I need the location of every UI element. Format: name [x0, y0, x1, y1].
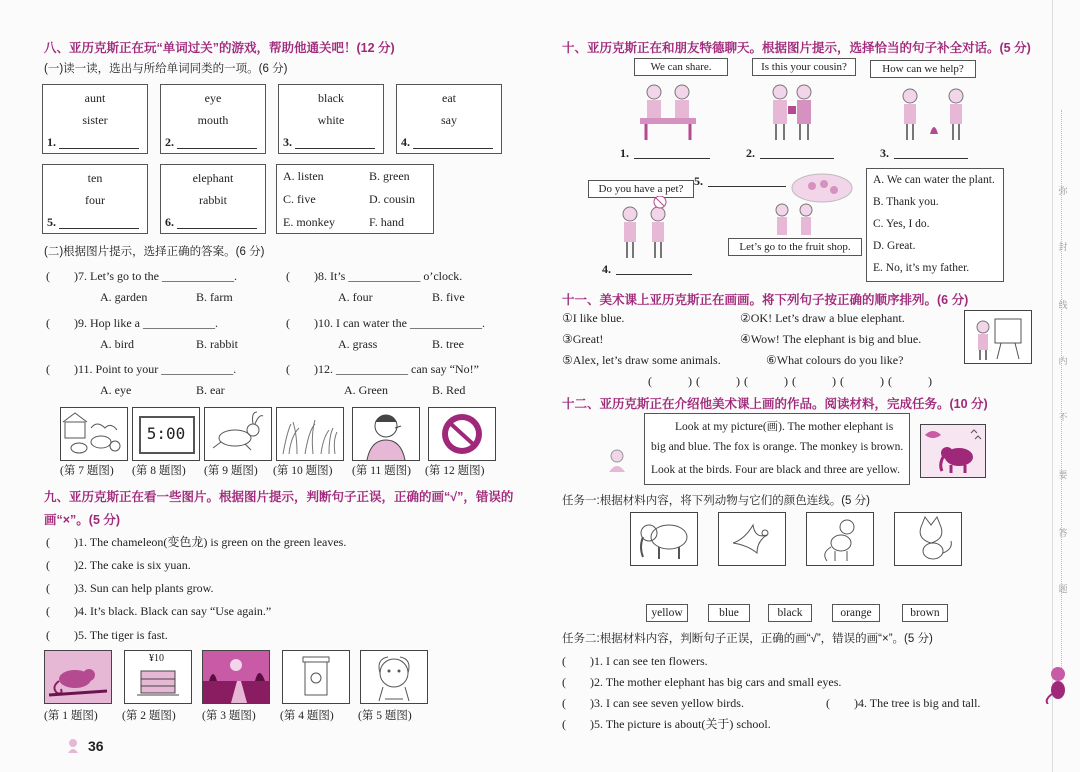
answer-number: 6. [165, 215, 174, 229]
scene-4-picture [610, 196, 690, 260]
task2-item-2: ( )2. The mother elephant has big cars and small eyes. [562, 675, 842, 689]
section9-title-line1: 九、亚历克斯正在看一些图片。根据图片提示，判断句子正误，正确的画“√”，错误的 [44, 490, 514, 504]
answer-number: 3. [880, 146, 889, 160]
option: C. Yes, I do. [873, 218, 930, 230]
word: say [441, 113, 457, 127]
option: C. five [283, 192, 316, 206]
answer-slot-4[interactable] [602, 262, 692, 277]
scene-3-picture [894, 84, 970, 142]
caption-q11: (第 11 题图) [352, 465, 411, 477]
bubble-4: Do you have a pet? [588, 180, 694, 198]
caption-q9: (第 9 题图) [204, 465, 258, 477]
answer-line[interactable] [177, 228, 257, 229]
q9-option-a: A. bird [100, 337, 134, 351]
sentence-6: ⑥What colours do you like? [766, 353, 904, 367]
sentence-4: ④Wow! The elephant is big and blue. [740, 332, 922, 346]
answer-number: 4. [401, 135, 410, 149]
answer-slot-2[interactable] [746, 146, 834, 161]
color-black[interactable]: black [768, 604, 812, 622]
section8-part1-title: (一)读一读，选出与所给单词同类的一项。(6 分) [44, 63, 288, 75]
reading-line: Look at my picture(画). The mother elephant is [675, 421, 894, 433]
boy-picture [352, 407, 420, 461]
caption-s9-2: (第 2 题图) [122, 710, 176, 722]
margin-char: 线 [1058, 300, 1068, 310]
rabbit-picture [204, 407, 272, 461]
elephant-painting-picture [920, 424, 986, 478]
margin-char: 题 [1058, 584, 1068, 594]
option: D. cousin [369, 192, 415, 206]
reading-line: big and blue. The fox is orange. The monkey is brown. [651, 441, 904, 453]
section11-title: 十一、美术课上亚历克斯正在画画。将下列句子按正确的顺序排列。(6 分) [562, 293, 969, 307]
answer-line[interactable] [295, 148, 375, 149]
word-box-4 [396, 84, 502, 154]
answer-number: 5. [47, 215, 56, 229]
cake-picture [124, 650, 192, 704]
sentence-2: ②OK! Let’s draw a blue elephant. [740, 311, 905, 325]
page-edge [1052, 0, 1053, 772]
color-blue[interactable]: blue [708, 604, 750, 622]
s9-item-5: ( )5. The tiger is fast. [46, 628, 168, 642]
q8-option-a: A. four [338, 290, 373, 304]
option: D. Great. [873, 240, 916, 252]
bubble-1: We can share. [634, 58, 728, 76]
word: four [85, 193, 105, 207]
options-box [276, 164, 434, 234]
q11-option-a: A. eye [100, 383, 132, 397]
elephant-picture [630, 512, 698, 566]
clock-picture [132, 407, 200, 461]
margin-char: 不 [1058, 412, 1068, 422]
word: mouth [197, 113, 229, 127]
option: E. monkey [283, 215, 335, 229]
option: F. hand [369, 215, 405, 229]
answer-number: 5. [694, 174, 703, 188]
recycle-bin-picture [282, 650, 350, 704]
monkey-picture [806, 512, 874, 566]
fox-picture [894, 512, 962, 566]
s9-item-1: ( )1. The chameleon(变色龙) is green on the green leaves. [46, 535, 347, 549]
bubble-3: How can we help? [870, 60, 976, 78]
no-sign-picture [428, 407, 496, 461]
alex-icon [606, 448, 628, 472]
bird-picture [718, 512, 786, 566]
word: eye [204, 91, 222, 105]
word-box-2 [160, 84, 266, 154]
section8-part2-title: (二)根据图片提示，选择正确的答案。(6 分) [44, 246, 265, 258]
bubble-2: Is this your cousin? [752, 58, 856, 76]
word-box-6 [160, 164, 266, 234]
option: B. green [369, 169, 410, 183]
order-answer-blanks[interactable]: ( )( )( )( )( )( ) [648, 374, 936, 388]
q7-option-a: A. garden [100, 290, 148, 304]
q8-option-b: B. five [432, 290, 465, 304]
scene-1-picture [632, 80, 704, 142]
task2-item-3: ( )3. I can see seven yellow birds. [562, 696, 744, 710]
answer-number: 3. [283, 135, 292, 149]
section9-title-line2: 画“×”。(5 分) [44, 513, 121, 527]
tiger-picture [360, 650, 428, 704]
s9-item-2: ( )2. The cake is six yuan. [46, 558, 191, 572]
q10-option-b: B. tree [432, 337, 464, 351]
answer-number: 2. [746, 146, 755, 160]
margin-char: 要 [1058, 470, 1068, 480]
caption-q12: (第 12 题图) [425, 465, 485, 477]
option: B. Thank you. [873, 196, 939, 208]
word-box-3 [278, 84, 384, 154]
word: rabbit [199, 193, 227, 207]
word: sister [82, 113, 108, 127]
scene-5-picture [762, 172, 858, 238]
dialog-options-box [866, 168, 1004, 282]
painting-boy-picture [964, 310, 1032, 364]
answer-line[interactable] [413, 148, 493, 149]
q11-option-b: B. ear [196, 383, 225, 397]
farm-picture [60, 407, 128, 461]
question-7: ( )7. Let’s go to the ____________. [46, 269, 237, 283]
answer-slot-1[interactable] [620, 146, 710, 161]
grass-picture [276, 407, 344, 461]
option: A. We can water the plant. [873, 174, 995, 186]
reading-passage [644, 413, 910, 485]
clock-time: 5:00 [146, 424, 186, 443]
chameleon-picture [44, 650, 112, 704]
answer-number: 2. [165, 135, 174, 149]
task2-title: 任务二:根据材料内容，判断句子正误，正确的画“√”，错误的画“×”。(5 分) [562, 633, 933, 645]
answer-slot-3[interactable] [880, 146, 968, 161]
answer-number: 1. [47, 135, 56, 149]
answer-number: 1. [620, 146, 629, 160]
question-12: ( )12. ____________ can say “No!” [286, 362, 479, 376]
sentence-3: ③Great! [562, 332, 604, 346]
bubble-5: Let’s go to the fruit shop. [728, 238, 862, 256]
q7-option-b: B. farm [196, 290, 233, 304]
q12-option-b: B. Red [432, 383, 466, 397]
question-11: ( )11. Point to your ____________. [46, 362, 237, 376]
scene-2-picture [758, 80, 828, 142]
word: elephant [192, 171, 234, 185]
caption-q10: (第 10 题图) [273, 465, 333, 477]
color-orange[interactable]: orange [832, 604, 880, 622]
word-box-5 [42, 164, 148, 234]
word: black [318, 91, 344, 105]
margin-char: 弥 [1058, 186, 1068, 196]
option: A. listen [283, 169, 324, 183]
margin-char: 内 [1058, 356, 1068, 366]
page-number: 36 [88, 738, 104, 754]
caption-s9-3: (第 3 题图) [202, 710, 256, 722]
section10-title: 十、亚历克斯正在和朋友特德聊天。根据图片提示，选择恰当的句子补全对话。(5 分) [562, 41, 1031, 55]
option: E. No, it’s my father. [873, 262, 970, 274]
caption-q8: (第 8 题图) [132, 465, 186, 477]
q12-option-a: A. Green [344, 383, 388, 397]
question-8: ( )8. It’s ____________ o’clock. [286, 269, 463, 283]
task2-item-4: ( )4. The tree is big and tall. [826, 696, 981, 710]
caption-q7: (第 7 题图) [60, 465, 114, 477]
section12-title: 十二、亚历克斯正在介绍他美术课上画的作品。阅读材料，完成任务。(10 分) [562, 397, 988, 411]
price-tag: ¥10 [149, 653, 164, 664]
caption-s9-4: (第 4 题图) [280, 710, 334, 722]
word-box-1 [42, 84, 148, 154]
answer-line[interactable] [177, 148, 257, 149]
margin-char: 答 [1058, 528, 1068, 538]
word: aunt [84, 91, 106, 105]
color-yellow[interactable]: yellow [646, 604, 688, 622]
task2-item-5: ( )5. The picture is about(关于) school. [562, 717, 771, 731]
sun-plants-picture [202, 650, 270, 704]
sentence-5: ⑤Alex, let’s draw some animals. [562, 353, 721, 367]
reading-line: Look at the birds. Four are black and three are yellow. [651, 464, 900, 476]
color-brown[interactable]: brown [902, 604, 948, 622]
q9-option-b: B. rabbit [196, 337, 238, 351]
question-9: ( )9. Hop like a ____________. [46, 316, 218, 330]
word: eat [442, 91, 456, 105]
answer-line[interactable] [59, 148, 139, 149]
task1-title: 任务一:根据材料内容，将下列动物与它们的颜色连线。(5 分) [562, 495, 870, 507]
monkey-mascot-icon [1044, 664, 1072, 704]
s9-item-4: ( )4. It’s black. Black can say “Use again.” [46, 604, 272, 618]
answer-line[interactable] [59, 228, 139, 229]
task2-item-1: ( )1. I can see ten flowers. [562, 654, 708, 668]
q10-option-a: A. grass [338, 337, 378, 351]
word: white [317, 113, 345, 127]
mascot-icon [64, 736, 82, 754]
answer-number: 4. [602, 262, 611, 276]
s9-item-3: ( )3. Sun can help plants grow. [46, 581, 214, 595]
question-10: ( )10. I can water the ____________. [286, 316, 485, 330]
sentence-1: ①I like blue. [562, 311, 625, 325]
margin-char: 封 [1058, 242, 1068, 252]
caption-s9-1: (第 1 题图) [44, 710, 98, 722]
caption-s9-5: (第 5 题图) [358, 710, 412, 722]
word: ten [87, 171, 103, 185]
section8-title: 八、亚历克斯正在玩“单词过关”的游戏，帮助他通关吧！(12 分) [44, 41, 395, 55]
